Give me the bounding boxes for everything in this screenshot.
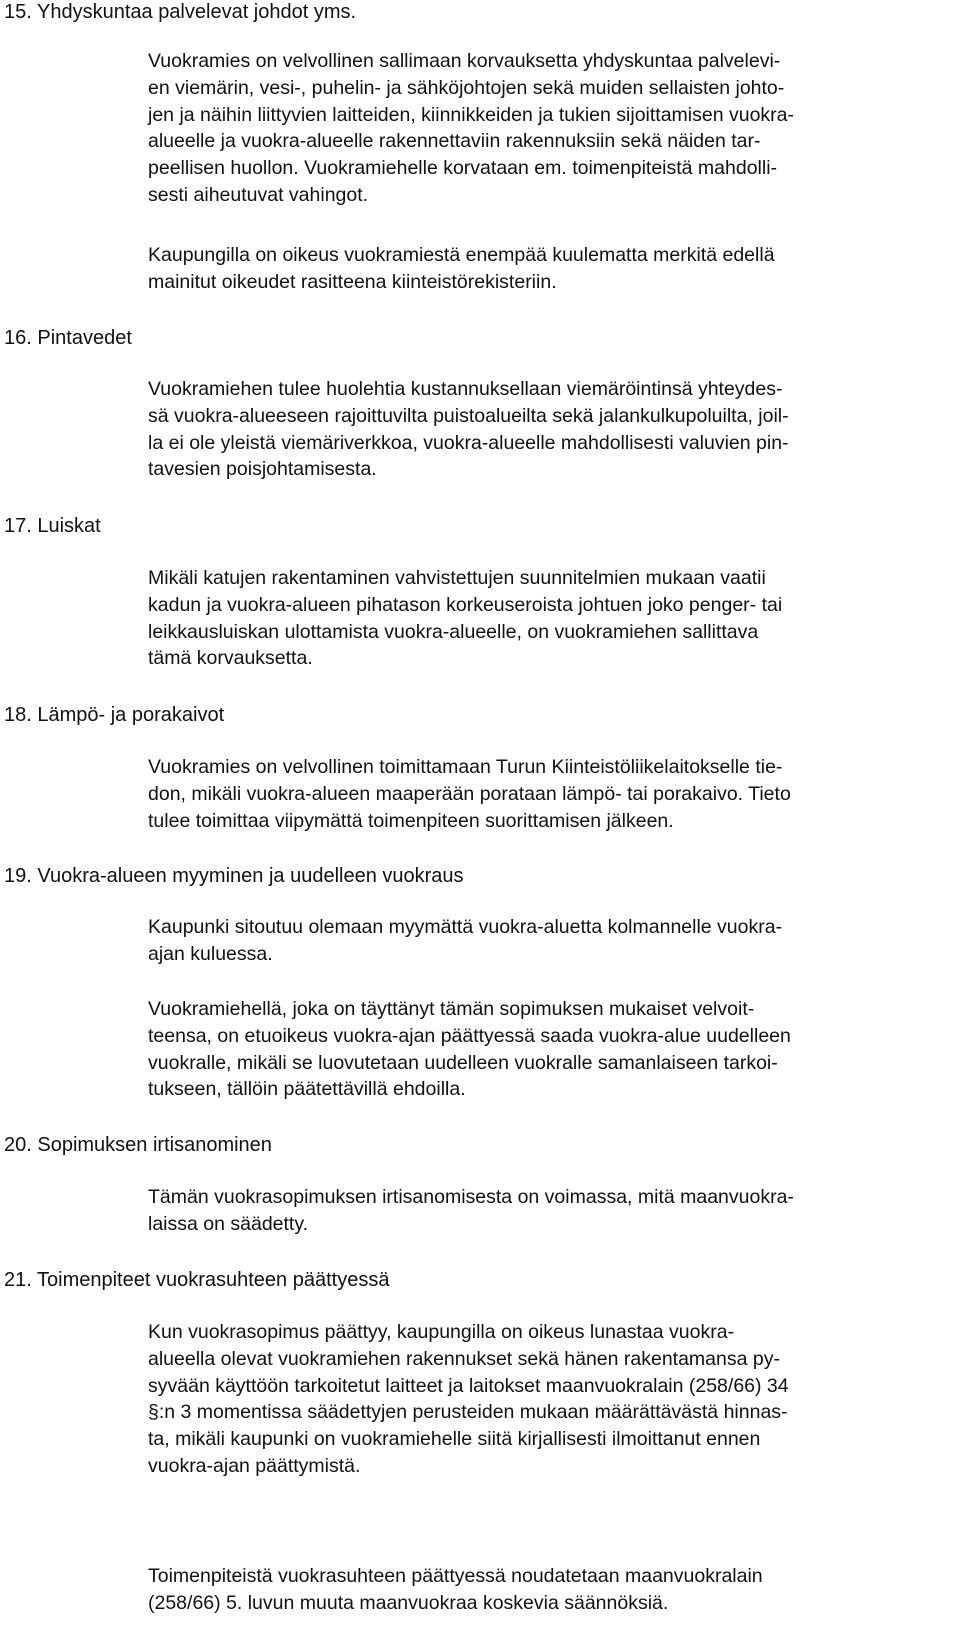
section-16-heading: 16. Pintavedet [4,327,132,349]
text-line: en viemärin, vesi-, puhelin- ja sähköjohtojen sekä muiden sellaisten johto- [148,76,785,99]
text-line: peellisen huollon. Vuokramiehelle korvataan em. toimenpiteistä mahdolli- [148,157,778,180]
text-line: alueella olevat vuokramiehen rakennukset sekä hänen rakentamansa py- [148,1347,780,1370]
section-19-paragraph-1 [148,914,782,968]
text-line: syvään käyttöön tarkoitetut laitteet ja laitokset maanvuokralain (258/66) 34 [148,1374,789,1397]
text-line: tavesien poisjohtamisesta. [148,458,377,481]
text-line: sä vuokra-alueeseen rajoittuvilta puistoalueilta sekä jalankulkupoluilta, joil- [148,404,789,427]
section-16-paragraph [148,376,789,483]
text-line: Vuokramiehellä, joka on täyttänyt tämän sopimuksen mukaiset velvoit- [148,998,755,1020]
section-19-heading: 19. Vuokra-alueen myyminen ja uudelleen vuokraus [4,865,464,887]
section-18-heading: 18. Lämpö- ja porakaivot [4,704,225,726]
section-17-paragraph [148,565,782,672]
text-line: mainitut oikeudet rasitteena kiinteistörekisteriin. [148,270,557,293]
text-line: tämä korvauksetta. [148,647,313,670]
text-line: Kaupunki sitoutuu olemaan myymättä vuokra-aluetta kolmannelle vuokra- [148,916,783,938]
section-21-paragraph-2 [148,1563,763,1617]
section-21-heading: 21. Toimenpiteet vuokrasuhteen päättyessä [4,1269,390,1291]
text-line: vuokra-ajan päättymistä. [148,1454,361,1477]
text-line: laissa on säädetty. [148,1212,309,1235]
text-line: tukseen, tällöin päätettävillä ehdoilla. [148,1078,466,1101]
section-18-paragraph [148,754,791,834]
text-line: Toimenpiteistä vuokrasuhteen päättyessä noudatetaan maanvuokralain [148,1565,763,1587]
text-line: vuokralle, mikäli se luovutetaan uudelleen vuokralle samanlaiseen tarkoi- [148,1051,778,1074]
text-line: kadun ja vuokra-alueen pihatason korkeuseroista johtuen joko penger- tai [148,593,783,616]
text-line: ajan kuluessa. [148,942,273,965]
section-20-paragraph [148,1184,794,1238]
text-line: Vuokramies on velvollinen toimittamaan Turun Kiinteistöliikelaitokselle tie- [148,756,783,778]
text-line: don, mikäli vuokra-alueen maaperään porataan lämpö- tai porakaivo. Tieto [148,782,791,805]
text-line: teensa, on etuoikeus vuokra-ajan päättyessä saada vuokra-alue uudelleen [148,1024,791,1047]
section-21-paragraph-1 [148,1319,789,1480]
section-17-heading: 17. Luiskat [4,515,101,537]
text-line: Mikäli katujen rakentaminen vahvistettujen suunnitelmien mukaan vaatii [148,567,766,589]
text-line: Kun vuokrasopimus päättyy, kaupungilla on oikeus lunastaa vuokra- [148,1321,735,1343]
text-line: (258/66) 5. luvun muuta maanvuokraa koskevia säännöksiä. [148,1591,669,1614]
text-line: la ei ole yleistä viemäriverkkoa, vuokra-alueelle mahdollisesti valuvien pin- [148,431,789,454]
text-line: leikkausluiskan ulottamista vuokra-alueelle, on vuokramiehen sallittava [148,620,759,643]
section-15-heading: 15. Yhdyskuntaa palvelevat johdot yms. [4,1,357,23]
text-line: alueelle ja vuokra-alueelle rakennettaviin rakennuksiin sekä näiden tar- [148,130,761,153]
text-line: ta, mikäli kaupunki on vuokramiehelle siitä kirjallisesti ilmoittanut ennen [148,1428,761,1451]
text-line: Kaupungilla on oikeus vuokramiestä enempää kuulematta merkitä edellä [148,244,775,266]
section-15-paragraph-1 [148,48,794,209]
section-15-paragraph-2 [148,242,775,296]
section-20-heading: 20. Sopimuksen irtisanominen [4,1134,272,1156]
text-line: tulee toimittaa viipymättä toimenpiteen suorittamisen jälkeen. [148,809,674,832]
text-line: sesti aiheutuvat vahingot. [148,183,369,206]
text-line: §:n 3 momentissa säädettyjen perusteiden mukaan määrättävästä hinnas- [148,1401,788,1424]
text-line: jen ja näihin liittyvien laitteiden, kiinnikkeiden ja tukien sijoittamisen vuokra- [148,103,795,126]
text-line: Vuokramies on velvollinen sallimaan korvauksetta yhdyskuntaa palvelevi- [148,50,781,72]
text-line: Tämän vuokrasopimuksen irtisanomisesta on voimassa, mitä maanvuokra- [148,1186,794,1208]
section-19-paragraph-2 [148,996,791,1103]
text-line: Vuokramiehen tulee huolehtia kustannuksellaan viemäröintinsä yhteydes- [148,378,783,400]
